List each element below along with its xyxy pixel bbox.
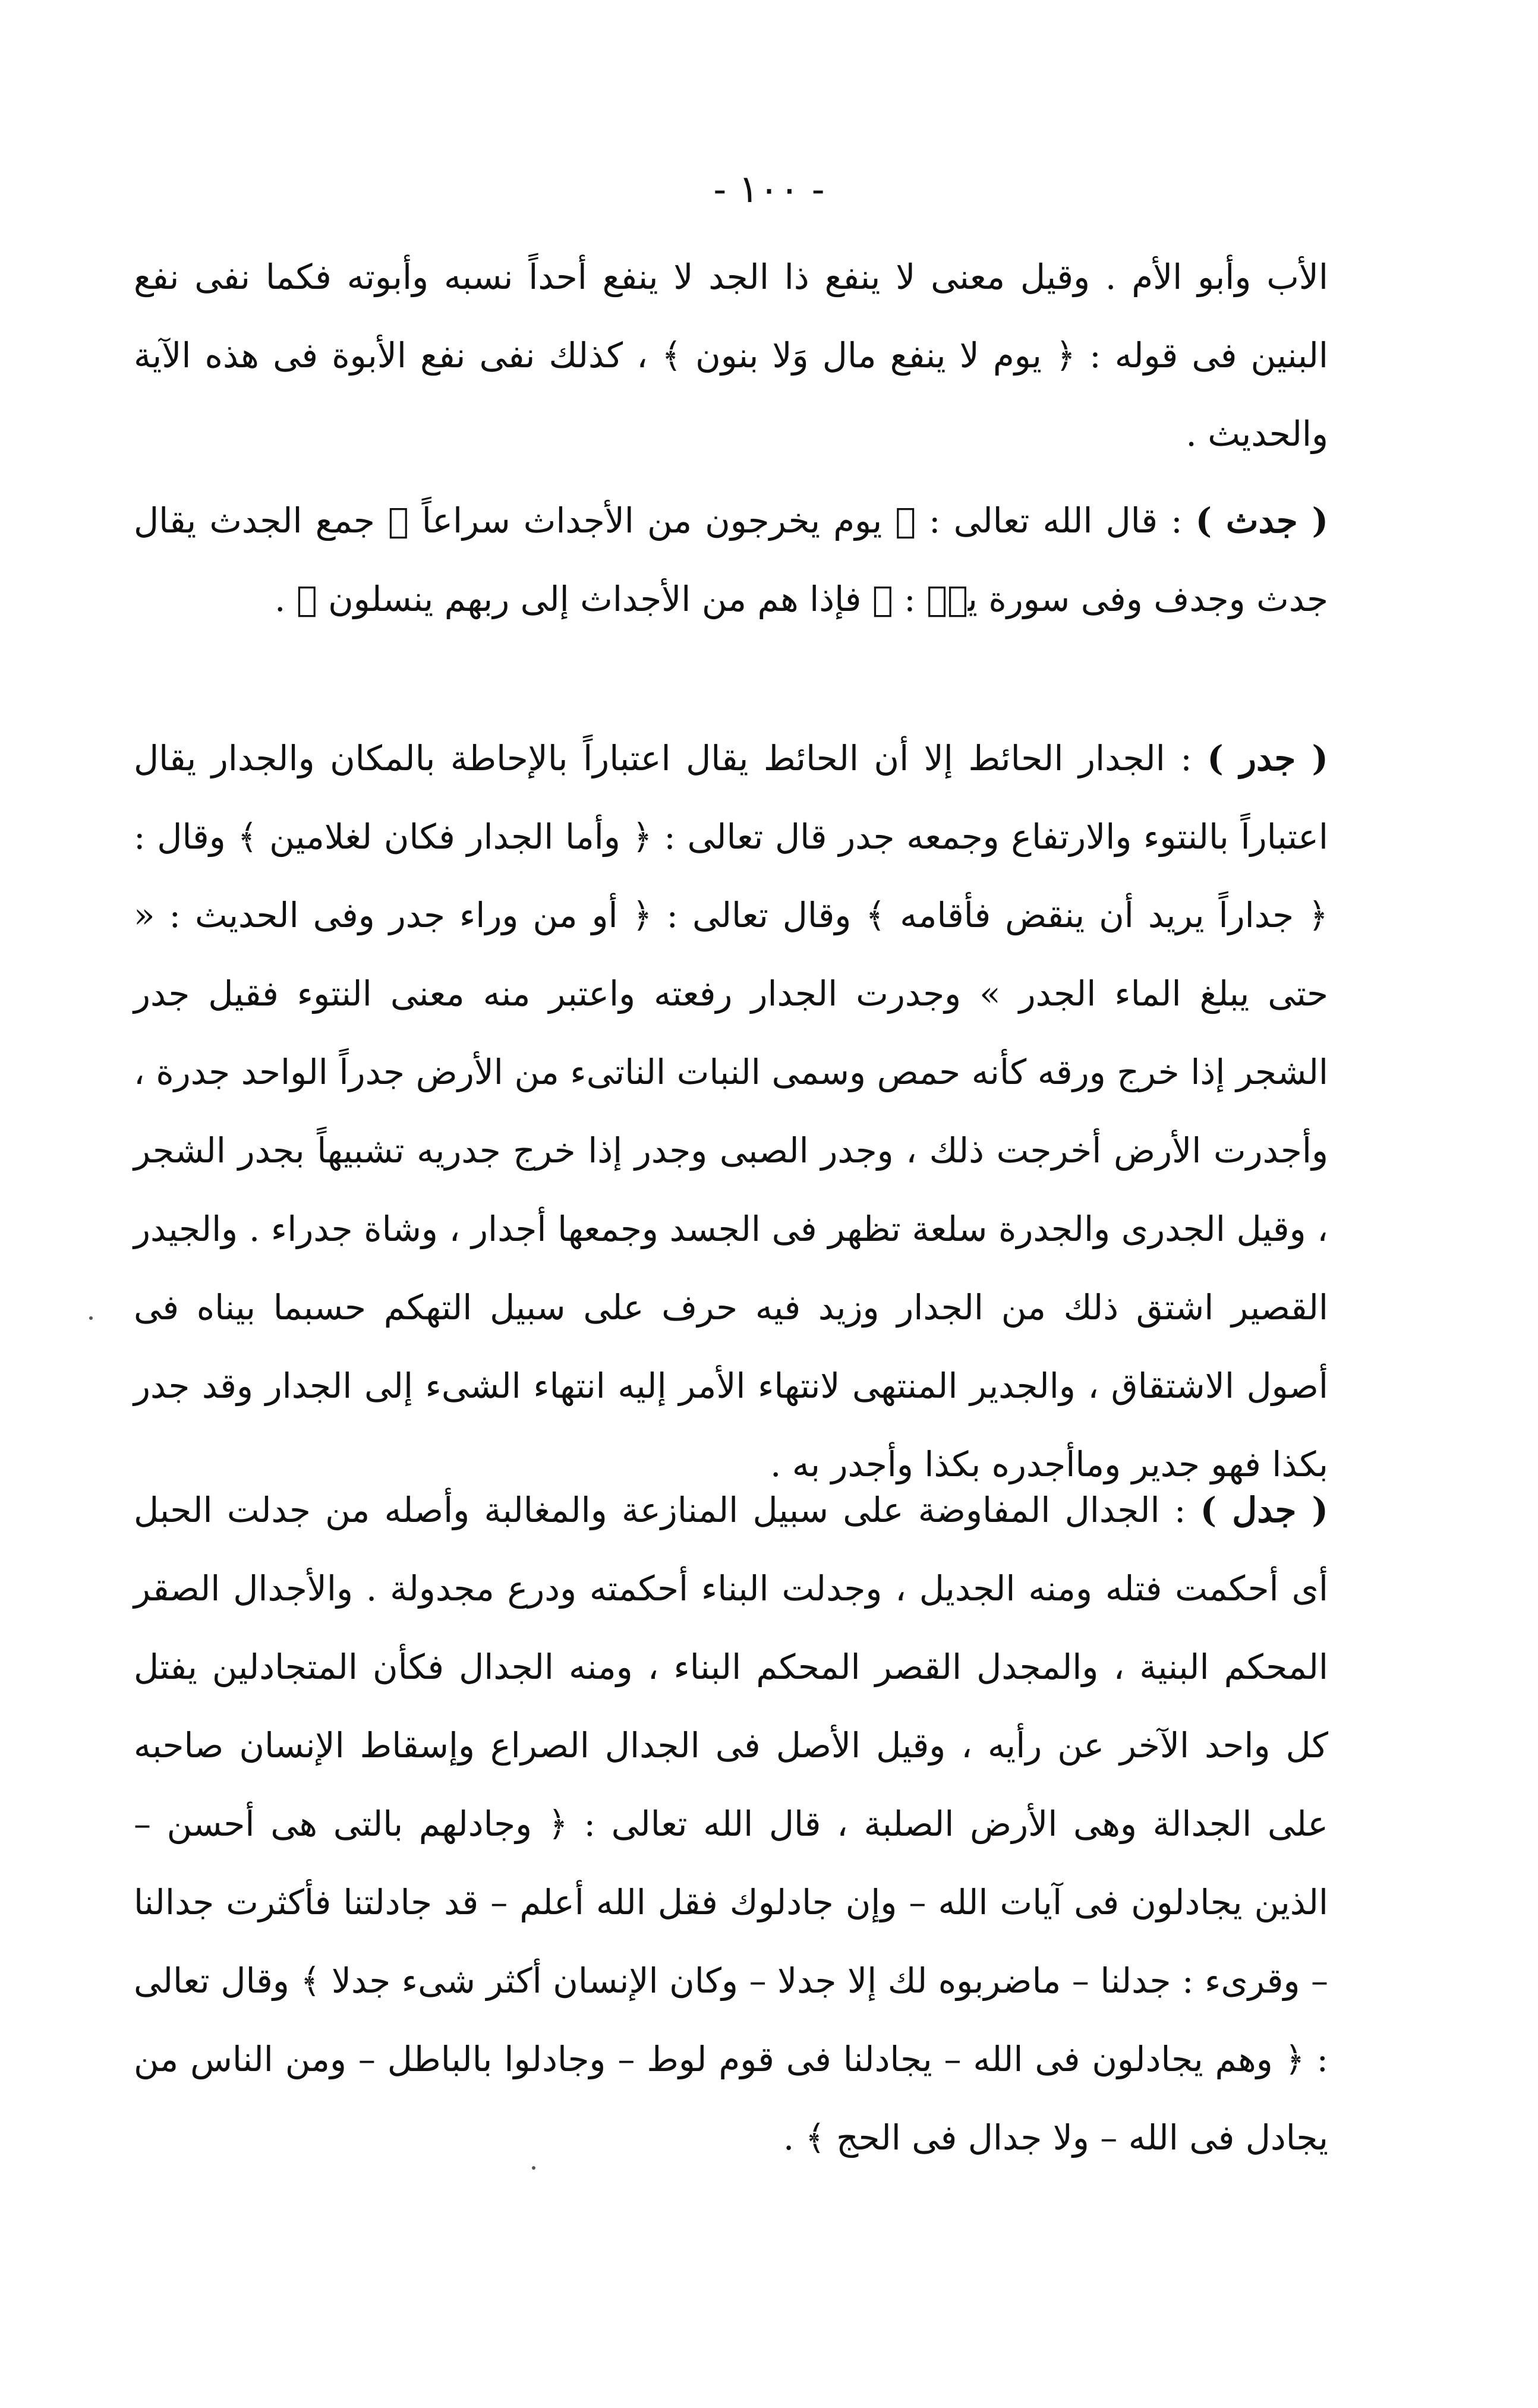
entry-jadal <box>134 1471 1328 2177</box>
scan-speck <box>532 2166 535 2170</box>
entry-text: : الجدال المفاوضة على سبيل المنازعة والمغالبة وأصله من جدلت الحبل أى أحكمت فتله ومنه الجديل ، وجدلت البناء أحكمته ودرع مجدولة . والأجدال الصقر المحكم البنية ، والمجدل القصر المحكم البناء ، ومنه الجدال فكأن المتجادلين يفتل كل واحد الآخر عن رأيه ، وقيل الأصل فى الجدال الصراع وإسقاط الإنسان صاحبه على الجدالة وهى الأرض الصلبة ، قال الله تعالى : ﴿ وجادلهم بالتى هى أحسن – الذين يجادلون فى آيات الله – وإن جادلوك فقل الله أعلم – قد جادلتنا فأكثرت جدالنا – وقرىء : جدلنا – ماضربوه لك إلا جدلا – وكان الإنسان أكثر شىء جدلا ﴾ وقال تعالى : ﴿ وهم يجادلون فى الله – يجادلنا فى قوم لوط – وجادلوا بالباطل – ومن الناس من يجادل فى الله – ولا جدال فى الحج ﴾ . <box>134 1490 1328 2158</box>
entry-text: : الجدار الحائط إلا أن الحائط يقال اعتباراً بالإحاطة بالمكان والجدار يقال اعتباراً بالنتوء والارتفاع وجمعه جدر قال تعالى : ﴿ وأما الجدار فكان لغلامين ﴾ وقال : ﴿ جداراً يريد أن ينقض فأقامه ﴾ وقال تعالى : ﴿ أو من وراء جدر وفى الحديث : « حتى يبلغ الماء الجدر » وجدرت الجدار رفعته واعتبر منه معنى النتوء فقيل جدر الشجر إذا خرج ورقه كأنه حمص وسمى النبات الناتىء من الأرض جدراً الواحد جدرة ، وأجدرت الأرض أخرجت ذلك ، وجدر الصبى وجدر إذا خرج جدريه تشبيهاً بجدر الشجر ، وقيل الجدرى والجدرة سلعة تظهر فى الجسد وجمعها أجدار ، وشاة جدراء . والجيدر القصير اشتق ذلك من الجدار وزيد فيه حرف على سبيل التهكم حسبما بيناه فى أصول الاشتقاق ، والجدير المنتهى لانتهاء الأمر إليه انتهاء الشىء إلى الجدار وقد جدر بكذا فهو جدير وماأجدره بكذا وأجدر به . <box>134 738 1328 1484</box>
entry-term: ( جدل ) <box>1200 1490 1328 1530</box>
entry-text: : قال الله تعالى : ﴿ يوم يخرجون من الأجداث سراعاً ﴾ جمع الجدث يقال جدث وجدف وفى سورة يسۤ : ﴿ فإذا هم من الأجداث إلى ربهم ينسلون ﴾ . <box>134 500 1328 619</box>
entry-term: ( جدث ) <box>1195 500 1329 541</box>
entry-body <box>134 1471 1328 2177</box>
entry-jadar <box>134 719 1328 1504</box>
entry-body <box>134 481 1328 638</box>
paragraph-text: الأب وأبو الأم . وقيل معنى لا ينفع ذا الجد لا ينفع أحداً نسبه وأبوته فكما نفى نفع البنين فى قوله : ﴿ يوم لا ينفع مال وَلا بنون ﴾ ، كذلك نفى نفع الأبوة فى هذه الآية والحديث . <box>134 257 1328 454</box>
entry-jadath <box>134 481 1328 638</box>
entry-body <box>134 719 1328 1504</box>
paragraph-continuation <box>134 238 1328 473</box>
entry-term: ( جدر ) <box>1207 738 1328 778</box>
page-number: - ١٠٠ - <box>713 168 825 212</box>
scan-speck <box>89 1316 93 1320</box>
